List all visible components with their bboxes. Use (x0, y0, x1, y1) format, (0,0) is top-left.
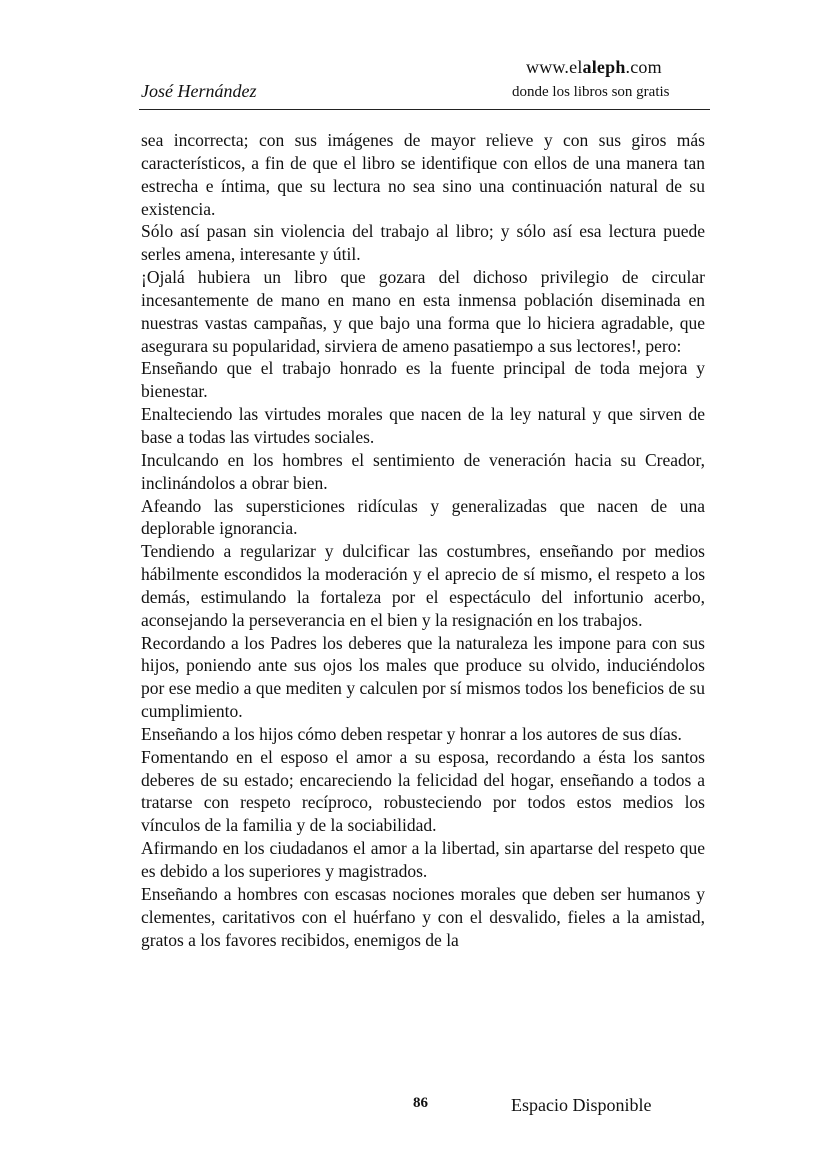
paragraph: Fomentando en el esposo el amor a su esposa, recordando a ésta los santos deberes de su estado; encareciendo la felicidad del hogar, enseñando a todos a tratarse con respeto recíproco, robusteciendo por todos estos medios los vínculos de la familia y de la sociabilidad. (141, 746, 705, 836)
paragraph: ¡Ojalá hubiera un libro que gozara del dichoso privilegio de circular incesantemente de mano en mano en esta inmensa población diseminada en nuestras vastas campañas, y que bajo una forma que lo hiciera agradable, que asegurara su popularidad, sirviera de ameno pasatiempo a sus lectores!, pero: (141, 267, 705, 356)
page-number: 86 (413, 1095, 428, 1111)
paragraph: Enseñando a hombres con escasas nociones morales que deben ser humanos y clementes, caritativos con el huérfano y con el desvalido, fieles a la amistad, gratos a los favores recibidos, enemigos de la (141, 883, 705, 950)
site-url-suffix: .com (625, 57, 662, 77)
paragraph: Recordando a los Padres los deberes que la naturaleza les impone para con sus hijos, poniendo ante sus ojos los males que produce su olvido, induciéndolos por ese medio a que mediten y calculen por sí mismos todos los beneficios de su cumplimiento. (141, 632, 705, 722)
paragraph: Enseñando que el trabajo honrado es la fuente principal de toda mejora y bienestar. (141, 358, 705, 402)
paragraph: Tendiendo a regularizar y dulcificar las costumbres, enseñando por medios hábilmente escondidos la moderación y el aprecio de sí mismo, el respeto a los demás, estimulando la fortaleza por el espectáculo del infortunio acerbo, aconsejando la perseverancia en el bien y la resignación en los trabajos. (141, 541, 705, 630)
author-name: José Hernández (141, 81, 257, 101)
paragraph: Inculcando en los hombres el sentimiento de veneración hacia su Creador, inclinándolos a obrar bien. (141, 449, 705, 493)
paragraph: sea incorrecta; con sus imágenes de mayor relieve y con sus giros más característicos, a fin de que el libro se identifique con ellos de una manera tan estrecha e íntima, que su lectura no sea sino una continuación natural de su existencia. (141, 130, 705, 219)
paragraph: Sólo así pasan sin violencia del trabajo al libro; y sólo así esa lectura puede serles amena, interesante y útil. (141, 221, 705, 265)
paragraph: Afeando las supersticiones ridículas y generalizadas que nacen de una deplorable ignorancia. (141, 495, 705, 539)
footer-label: Espacio Disponible (511, 1095, 652, 1115)
site-url-brand: aleph (582, 57, 626, 77)
header-divider (139, 109, 710, 110)
site-tagline: donde los libros son gratis (512, 84, 670, 100)
site-url (526, 57, 662, 78)
paragraph: Afirmando en los ciudadanos el amor a la libertad, sin apartarse del respeto que es debido a los superiores y magistrados. (141, 838, 705, 881)
paragraph: Enalteciendo las virtudes morales que nacen de la ley natural y que sirven de base a todas las virtudes sociales. (141, 404, 705, 447)
body-text (141, 129, 705, 951)
site-url-prefix: www.el (526, 57, 583, 77)
paragraph: Enseñando a los hijos cómo deben respetar y honrar a los autores de sus días. (141, 723, 682, 744)
